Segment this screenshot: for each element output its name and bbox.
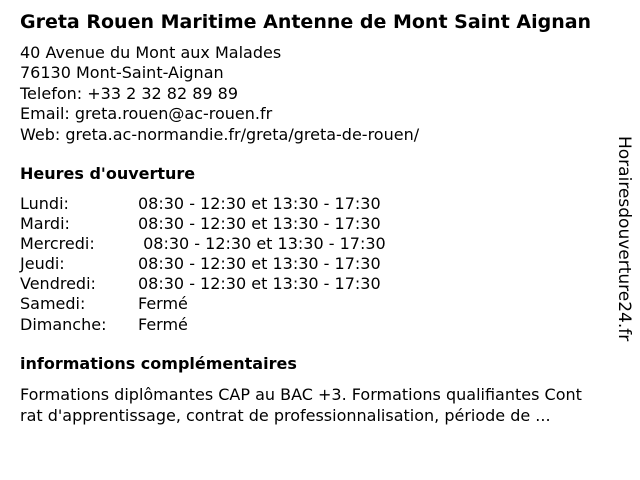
day-label: Jeudi: <box>20 254 65 274</box>
day-hours: 08:30 - 12:30 et 13:30 - 17:30 <box>138 254 381 274</box>
additional-info-text: Formations diplômantes CAP au BAC +3. Formations qualifiantes Cont rat d'apprentissage, contrat de professionnalisation, période de ... <box>20 385 582 425</box>
opening-hours-heading: Heures d'ouverture <box>20 164 196 183</box>
hours-row-dimanche <box>20 315 386 335</box>
hours-row-lundi <box>20 194 386 214</box>
hours-row-mercredi <box>20 234 386 254</box>
day-hours: Fermé <box>138 294 188 314</box>
phone-number: Telefon: +33 2 32 82 89 89 <box>20 83 239 103</box>
day-label: Mercredi: <box>20 234 95 254</box>
opening-hours-table <box>20 194 386 335</box>
street-address: 40 Avenue du Mont aux Malades <box>20 43 282 62</box>
hours-row-vendredi <box>20 274 386 294</box>
day-label: Samedi: <box>20 294 86 314</box>
website-url: Web: greta.ac-normandie.fr/greta/greta-de-rouen/ <box>20 124 420 144</box>
site-watermark: Horairesdouverture24.fr <box>614 136 634 342</box>
address-block <box>20 43 419 145</box>
hours-row-samedi <box>20 294 386 314</box>
day-hours: 08:30 - 12:30 et 13:30 - 17:30 <box>138 274 381 294</box>
business-name: Greta Rouen Maritime Antenne de Mont Saint Aignan <box>20 11 592 33</box>
day-hours: 08:30 - 12:30 et 13:30 - 17:30 <box>138 194 381 213</box>
day-label: Vendredi: <box>20 274 96 294</box>
hours-row-mardi <box>20 214 386 234</box>
day-label: Lundi: <box>20 194 69 213</box>
hours-row-jeudi <box>20 254 386 274</box>
city-postcode: 76130 Mont-Saint-Aignan <box>20 63 224 83</box>
email-address: Email: greta.rouen@ac-rouen.fr <box>20 104 273 124</box>
day-hours: Fermé <box>138 314 188 334</box>
day-label: Dimanche: <box>20 314 107 334</box>
day-hours: 08:30 - 12:30 et 13:30 - 17:30 <box>138 234 386 254</box>
day-label: Mardi: <box>20 214 70 234</box>
additional-info-heading: informations complémentaires <box>20 354 297 373</box>
day-hours: 08:30 - 12:30 et 13:30 - 17:30 <box>138 214 381 234</box>
